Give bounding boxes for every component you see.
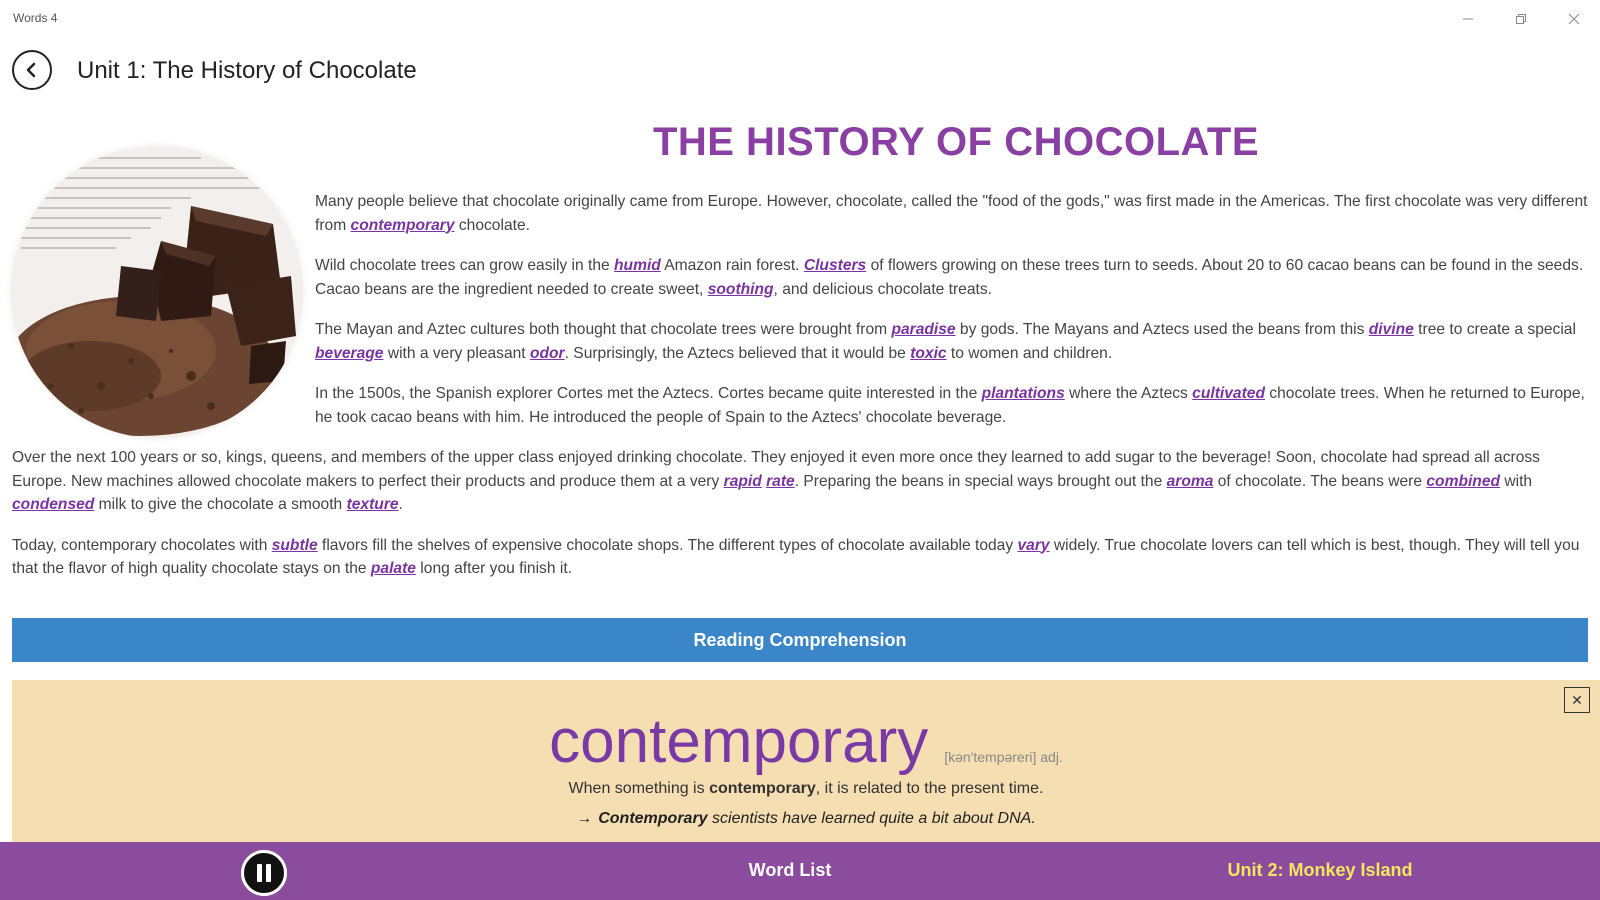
vocab-link-rate[interactable]: rate xyxy=(766,472,795,490)
arrow-right-icon: → xyxy=(576,810,593,827)
word-definition-panel xyxy=(12,680,1600,842)
chevron-left-icon xyxy=(23,61,41,79)
pause-icon xyxy=(257,864,262,882)
paragraph-1: Many people believe that chocolate originally came from Europe. However, chocolate, called the "food of the gods," was first made in the Americas. The first chocolate was very different from contemporary chocolate. xyxy=(315,193,1588,234)
paragraph-2: Wild chocolate trees can grow easily in the humid Amazon rain forest. Clusters of flowers growing on these trees turn to seeds. About 20 to 60 cacao beans can be found in the seeds. Cacao beans are the ingredient needed to create sweet, soothing, and delicious chocolate treats. xyxy=(315,257,1584,298)
vocab-link-contemporary[interactable]: contemporary xyxy=(350,216,455,234)
unit-header xyxy=(0,48,1600,96)
vocab-link-palate[interactable]: palate xyxy=(370,560,416,577)
vocab-link-subtle[interactable]: subtle xyxy=(271,536,318,554)
vocab-link-aroma[interactable]: aroma xyxy=(1166,472,1214,490)
minimize-icon xyxy=(1462,13,1474,25)
example-sentence xyxy=(12,810,1600,828)
paragraph-6: Today, contemporary chocolates with subtle flavors fill the shelves of expensive chocolate shops. The different types of chocolate available today vary widely. True chocolate lovers can tell which is best, though. They will tell you that the flavor of high quality chocolate stays on the palate long after you finish it. xyxy=(12,536,1580,577)
close-panel-button[interactable]: ✕ xyxy=(1564,687,1590,713)
vocab-link-toxic[interactable]: toxic xyxy=(910,344,947,362)
pronunciation: [kən'tempəreri] adj. xyxy=(944,749,1063,765)
vocab-link-vary[interactable]: vary xyxy=(1017,536,1050,554)
restore-icon xyxy=(1515,13,1527,25)
close-icon xyxy=(1568,13,1580,25)
vocab-link-texture[interactable]: texture xyxy=(346,496,399,513)
highlighted-word: contemporary xyxy=(709,780,816,797)
highlighted-word: Contemporary xyxy=(598,810,708,827)
paragraph-5: Over the next 100 years or so, kings, queens, and members of the upper class enjoyed drinking chocolate. They enjoyed it even more once they learned to add sugar to the beverage! Soon, chocolate had spread all across Europe. New machines allowed chocolate makers to perfect their products and produce them at a very rapid rate. Preparing the beans in special ways brought out the aroma of chocolate. The beans were combined with condensed milk to give the chocolate a smooth texture. xyxy=(12,449,1540,513)
reading-comprehension-button[interactable]: Reading Comprehension xyxy=(12,618,1588,662)
window-controls xyxy=(1441,0,1600,38)
vocab-link-clusters[interactable]: Clusters xyxy=(803,257,867,274)
vocab-link-humid[interactable]: humid xyxy=(614,257,661,274)
vocab-link-cultivated[interactable]: cultivated xyxy=(1192,385,1265,402)
back-button[interactable] xyxy=(12,50,52,90)
next-unit-button[interactable]: Unit 2: Monkey Island xyxy=(1227,860,1413,880)
page-title: Unit 1: The History of Chocolate xyxy=(77,57,417,84)
vocab-link-odor[interactable]: odor xyxy=(529,344,565,362)
definition-text: When something is contemporary, it is related to the present time. xyxy=(568,780,1044,797)
article-title: THE HISTORY OF CHOCOLATE xyxy=(652,120,1260,164)
vocab-word: contemporary xyxy=(549,707,929,776)
article-body xyxy=(12,190,1588,598)
example-text: Contemporary scientists have learned quite a bit about DNA. xyxy=(598,810,1036,827)
vocab-link-paradise[interactable]: paradise xyxy=(891,321,956,338)
vocab-link-combined[interactable]: combined xyxy=(1426,472,1501,490)
vocab-link-condensed[interactable]: condensed xyxy=(12,496,95,513)
word-heading xyxy=(12,706,1600,777)
vocab-link-plantations[interactable]: plantations xyxy=(981,385,1065,402)
pause-button[interactable] xyxy=(241,850,287,896)
restore-button[interactable] xyxy=(1494,0,1547,38)
minimize-button[interactable] xyxy=(1441,0,1494,38)
paragraph-4: In the 1500s, the Spanish explorer Cortes met the Aztecs. Cortes became quite interested in the plantations where the Aztecs cultivated chocolate trees. When he returned to Europe, he took cacao beans with him. He introduced the people of Spain to the Aztecs' chocolate beverage. xyxy=(315,385,1585,426)
footer-bar xyxy=(0,842,1600,900)
vocab-link-beverage[interactable]: beverage xyxy=(315,344,384,362)
word-list-button[interactable]: Word List xyxy=(748,860,832,880)
vocab-link-divine[interactable]: divine xyxy=(1368,321,1414,338)
vocab-link-soothing[interactable]: soothing xyxy=(707,280,774,298)
paragraph-3: The Mayan and Aztec cultures both thought that chocolate trees were brought from paradise by gods. The Mayans and Aztecs used the beans from this divine tree to create a special beverage with a very pleasant odor. Surprisingly, the Aztecs believed that it would be toxic to women and children. xyxy=(315,321,1576,362)
close-window-button[interactable] xyxy=(1547,0,1600,38)
app-title: Words 4 xyxy=(13,11,58,25)
window-titlebar xyxy=(0,0,1600,38)
vocab-link-rapid[interactable]: rapid xyxy=(723,472,762,490)
